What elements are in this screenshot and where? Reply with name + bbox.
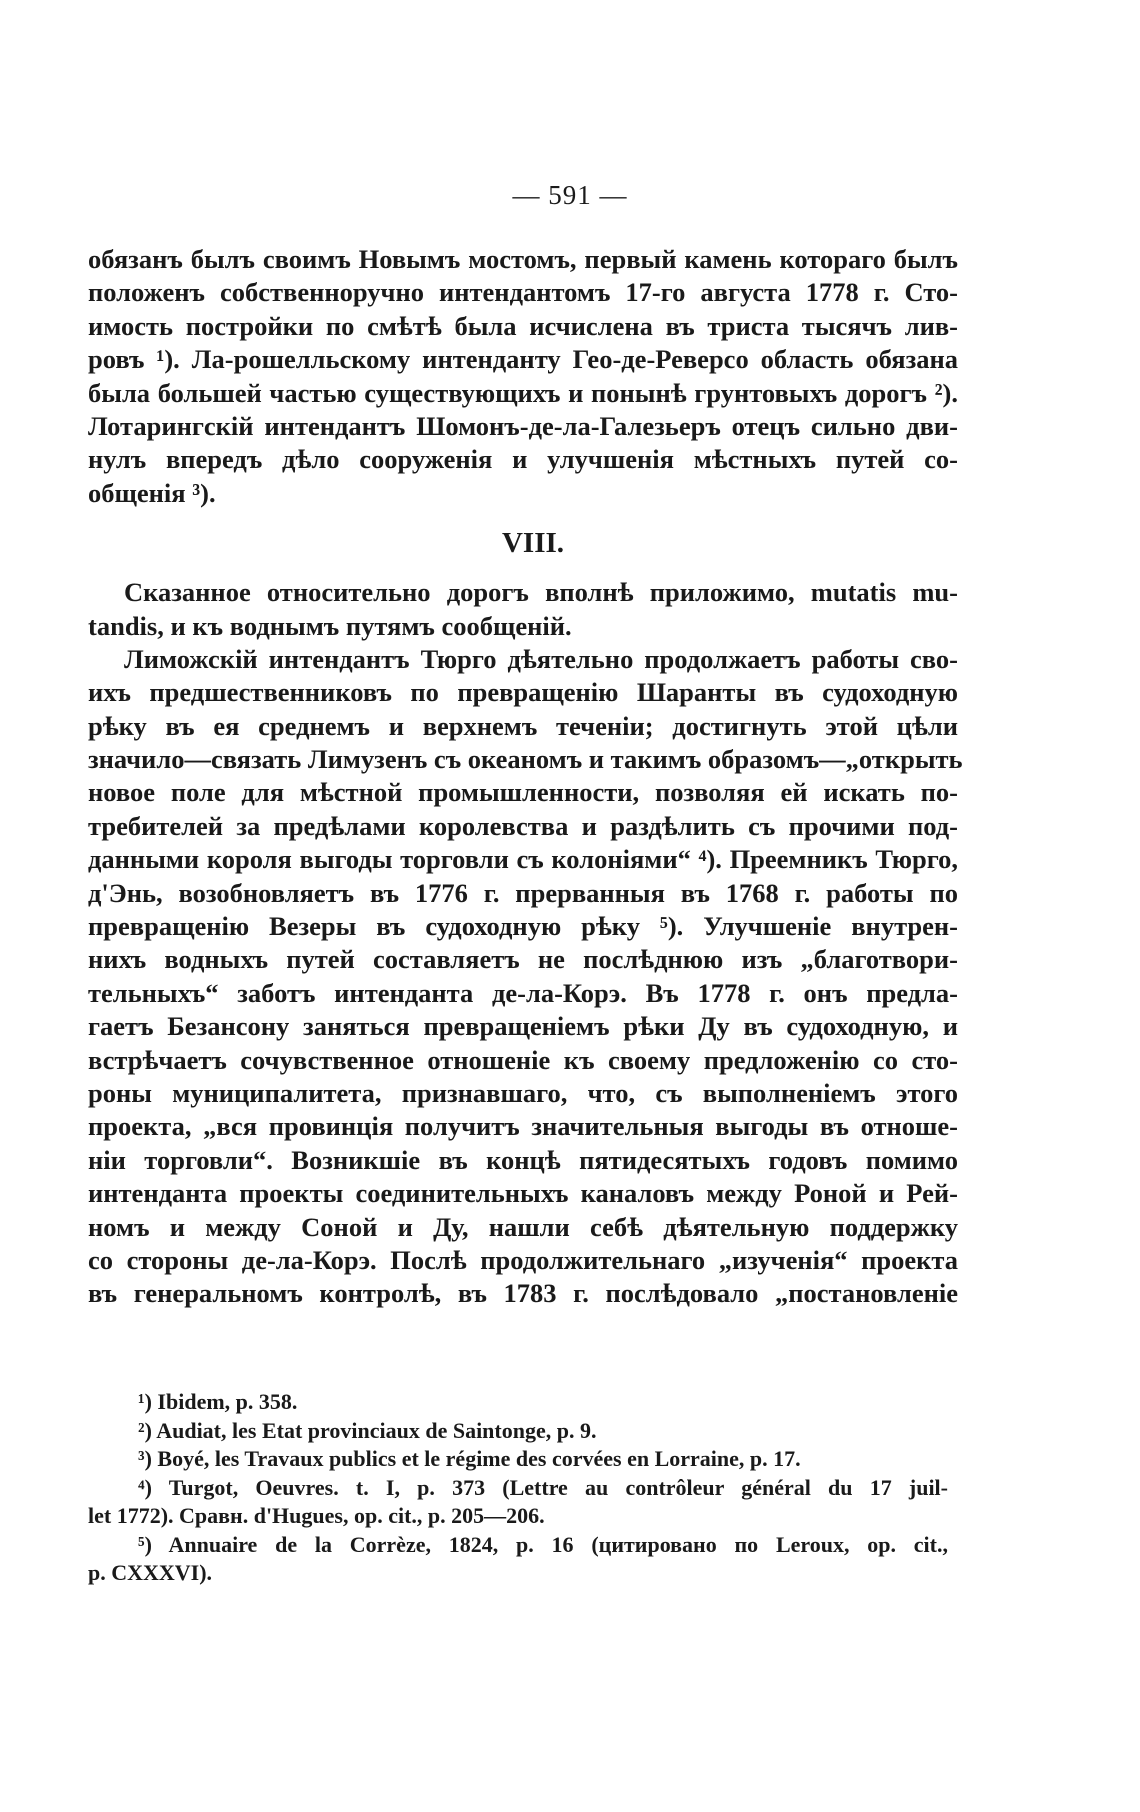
text-line: нулъ впередъ дѣло сооруженія и улучшенія мѣстныхъ путей со- xyxy=(88,444,958,475)
text-line: общенія ³). xyxy=(88,477,216,508)
footnote: ³) Boyé, les Travaux publics et le régime des corvées en Lorraine, p. 17. xyxy=(138,1446,801,1471)
text-line: ихъ предшественниковъ по превращенію Шаранты въ судоходную xyxy=(88,677,958,708)
text-line: Сказанное относительно дорогъ вполнѣ приложимо, mutatis mu- xyxy=(124,577,958,608)
text-line: была большей частью существующихъ и понынѣ грунтовыхъ дорогъ ²). xyxy=(88,377,958,408)
text-line: тельныхъ“ заботъ интенданта де-ла-Корэ. Въ 1778 г. онъ предла- xyxy=(88,977,958,1008)
text-line: ровъ ¹). Ла-рошелльскому интенданту Гео-де-Реверсо область обязана xyxy=(88,344,958,375)
text-line: превращенію Везеры въ судоходную рѣку ⁵). Улучшеніе внутрен- xyxy=(88,911,958,942)
text-line: требителей за предѣлами королевства и раздѣлить съ прочими под- xyxy=(88,810,958,841)
text-line: положенъ собственноручно интендантомъ 17-го августа 1778 г. Сто- xyxy=(88,277,958,308)
footnote-continuation: let 1772). Сравн. d'Hugues, op. cit., p. 205—206. xyxy=(88,1503,545,1528)
text-line: значило—связать Лимузенъ съ океаномъ и такимъ образомъ—„открыть xyxy=(88,744,963,775)
footnotes xyxy=(88,1388,948,1588)
text-line: роны муниципалитета, признавшаго, что, съ выполненіемъ этого xyxy=(88,1077,958,1108)
text-line: ніи торговли“. Возникшіе въ концѣ пятидесятыхъ годовъ помимо xyxy=(88,1144,958,1175)
text-line: новое поле для мѣстной промышленности, позволяя ей искать по- xyxy=(88,777,958,808)
text-line: номъ и между Соной и Ду, нашли себѣ дѣятельную поддержку xyxy=(88,1211,958,1242)
text-line: обязанъ былъ своимъ Новымъ мостомъ, первый камень котораго былъ xyxy=(88,244,958,274)
text-line: въ генеральномъ контролѣ, въ 1783 г. послѣдовало „постановленіе xyxy=(88,1278,958,1309)
text-line: гаетъ Безансону заняться превращеніемъ рѣки Ду въ судоходную, и xyxy=(88,1011,958,1042)
text-line: рѣку въ ея среднемъ и верхнемъ теченіи; достигнуть этой цѣли xyxy=(88,710,958,741)
text-line: проекта, „вся провинція получитъ значительныя выгоды въ отноше- xyxy=(88,1111,958,1142)
footnote: ²) Audiat, les Etat provinciaux de Saintonge, p. 9. xyxy=(138,1417,597,1443)
text-line: Лотарингскій интендантъ Шомонъ-де-ла-Галезьеръ отецъ сильно дви- xyxy=(88,410,958,441)
text-line: данными короля выгоды торговли съ колоніями“ ⁴). Преемникъ Тюрго, xyxy=(88,844,958,875)
text-line: tandis, и къ воднымъ путямъ сообщеній. xyxy=(88,610,572,641)
text-line: интенданта проекты соединительныхъ каналовъ между Роной и Рей- xyxy=(88,1178,958,1209)
section-heading: VIII. xyxy=(501,527,565,560)
text-line: имость постройки по смѣтѣ была исчислена въ триста тысячъ лив- xyxy=(88,310,958,341)
footnote-continuation: p. CXXXVI). xyxy=(88,1560,213,1585)
paragraph-2 xyxy=(88,576,958,643)
text-line: со стороны де-ла-Корэ. Послѣ продолжительнаго „изученія“ проекта xyxy=(88,1244,958,1275)
main-text xyxy=(88,243,963,1311)
text-line: нихъ водныхъ путей составляетъ не послѣднюю изъ „благотвори- xyxy=(88,944,958,975)
paragraph-1 xyxy=(88,243,958,510)
text-line: д'Энь, возобновляетъ въ 1776 г. прерванныя въ 1768 г. работы по xyxy=(88,877,958,908)
footnote: ¹) Ibidem, p. 358. xyxy=(138,1389,298,1414)
text-line: встрѣчаетъ сочувственное отношеніе къ своему предложенію со сто- xyxy=(88,1044,958,1075)
page-number: — 591 — xyxy=(512,180,628,210)
footnote: ⁵) Annuaire de la Corrèze, 1824, p. 16 (цитировано по Leroux, op. cit., xyxy=(138,1531,948,1557)
footnote: ⁴) Turgot, Oeuvres. t. I, p. 373 (Lettre au contrôleur général du 17 juil- xyxy=(138,1474,948,1500)
text-line: Лиможскій интендантъ Тюрго дѣятельно продолжаетъ работы сво- xyxy=(124,643,958,674)
paragraph-3 xyxy=(88,643,963,1311)
